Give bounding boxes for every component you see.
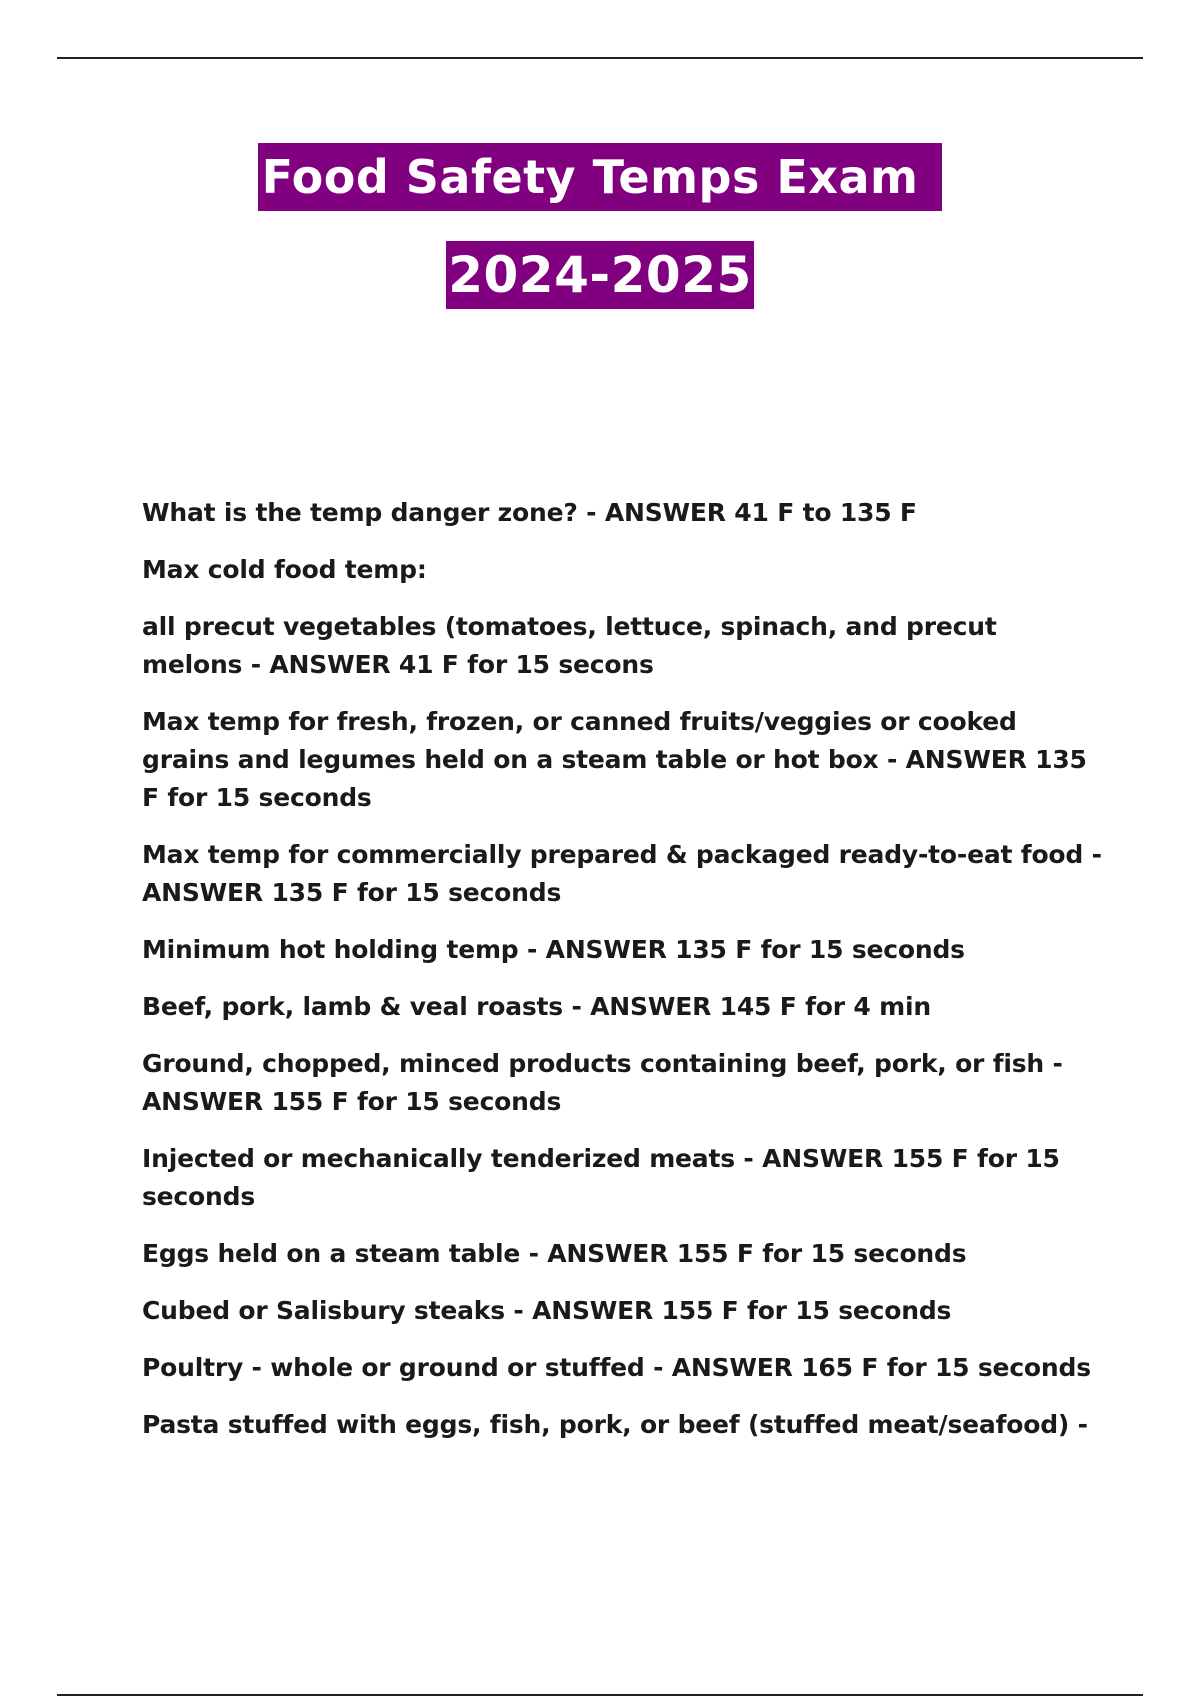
top-rule <box>57 57 1143 59</box>
qa-item: all precut vegetables (tomatoes, lettuce, spinach, and precut melons - ANSWER 41 F for 15 secons <box>142 612 997 679</box>
qa-item: Poultry - whole or ground or stuffed - ANSWER 165 F for 15 seconds <box>142 1353 1091 1382</box>
qa-item: Beef, pork, lamb & veal roasts - ANSWER 145 F for 4 min <box>142 992 931 1021</box>
bottom-rule <box>57 1694 1143 1696</box>
qa-item: What is the temp danger zone? - ANSWER 41 F to 135 F <box>142 498 917 527</box>
qa-item: Minimum hot holding temp - ANSWER 135 F for 15 seconds <box>142 935 965 964</box>
qa-item: Max temp for fresh, frozen, or canned fruits/veggies or cooked grains and legumes held on a steam table or hot box - ANSWER 135 F for 15 seconds <box>142 707 1087 812</box>
title-block <box>0 143 1200 309</box>
qa-item: Cubed or Salisbury steaks - ANSWER 155 F for 15 seconds <box>142 1296 952 1325</box>
qa-item: Max temp for commercially prepared & packaged ready-to-eat food - ANSWER 135 F for 15 seconds <box>142 840 1102 907</box>
qa-item: Injected or mechanically tenderized meats - ANSWER 155 F for 15 seconds <box>142 1144 1060 1211</box>
qa-item: Pasta stuffed with eggs, fish, pork, or beef (stuffed meat/seafood) - <box>142 1410 1088 1439</box>
page-title: Food Safety Temps Exam <box>258 143 943 211</box>
qa-list <box>142 494 1102 1463</box>
qa-item: Eggs held on a steam table - ANSWER 155 F for 15 seconds <box>142 1239 967 1268</box>
qa-item: Max cold food temp: <box>142 555 427 584</box>
qa-item: Ground, chopped, minced products containing beef, pork, or fish - ANSWER 155 F for 15 seconds <box>142 1049 1063 1116</box>
page-subtitle-year: 2024-2025 <box>446 241 754 309</box>
